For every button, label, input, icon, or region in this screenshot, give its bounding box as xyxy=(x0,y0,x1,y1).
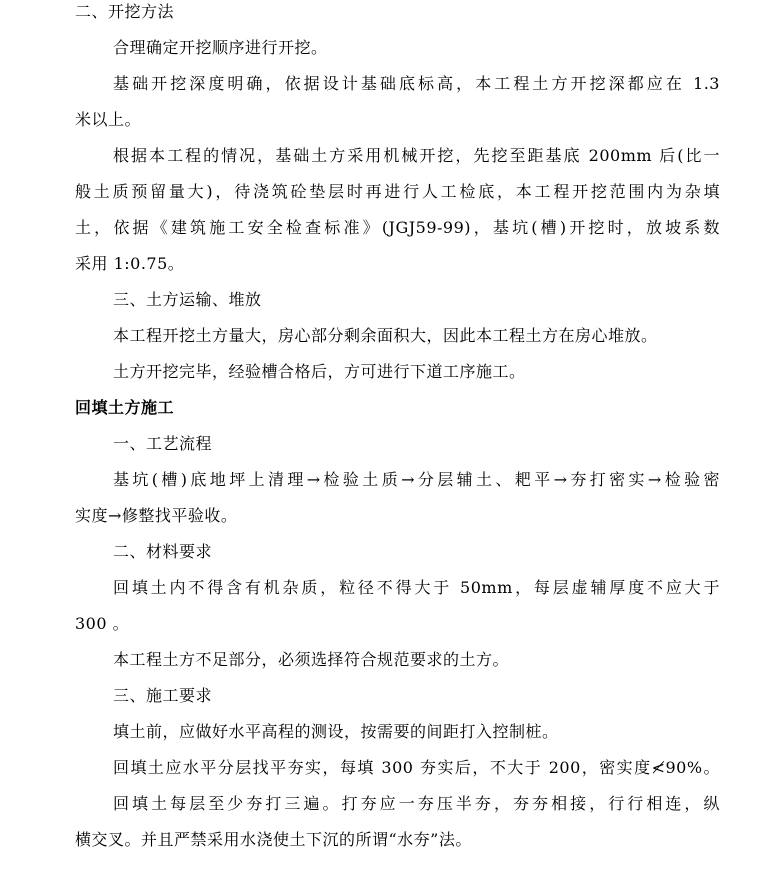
paragraph-line: 300 。 xyxy=(75,614,130,633)
paragraph-line: 回填土内不得含有机杂质，粒径不得大于 50mm，每层虚辅厚度不应大于 xyxy=(113,578,720,597)
paragraph-line: 回填土每层至少夯打三遍。打夯应一夯压半夯，夯夯相接，行行相连，纵 xyxy=(113,794,720,813)
paragraph-line: 基坑(槽)底地坪上清理→检验土质→分层辅土、耙平→夯打密实→检验密 xyxy=(113,470,720,489)
paragraph-line: 根据本工程的情况，基础土方采用机械开挖，先挖至距基底 200mm 后(比一 xyxy=(113,146,720,165)
paragraph-line: 合理确定开挖顺序进行开挖。 xyxy=(113,38,328,57)
paragraph-line: 米以上。 xyxy=(75,110,142,129)
chapter-heading-backfill: 回填土方施工 xyxy=(75,398,175,417)
paragraph-line: 本工程开挖土方量大，房心部分剩余面积大，因此本工程土方在房心堆放。 xyxy=(113,326,658,345)
paragraph-line: 横交叉。并且严禁采用水浇使土下沉的所谓“水夯”法。 xyxy=(75,830,472,849)
section-heading-construction-requirements: 三、施工要求 xyxy=(113,686,213,705)
paragraph-line: 土，依据《建筑施工安全检查标准》(JGJ59-99)，基坑(槽)开挖时，放坡系数 xyxy=(75,218,720,237)
section-heading-excavation-method: 二、开挖方法 xyxy=(75,2,175,21)
paragraph-line: 基础开挖深度明确，依据设计基础底标高，本工程土方开挖深都应在 1.3 xyxy=(113,74,720,93)
paragraph-line: 实度→修整找平验收。 xyxy=(75,506,238,525)
paragraph-line: 土方开挖完毕，经验槽合格后，方可进行下道工序施工。 xyxy=(113,362,526,381)
paragraph-line: 般土质预留量大)，待浇筑砼垫层时再进行人工检底，本工程开挖范围内为杂填 xyxy=(75,182,720,201)
paragraph-line: 填土前，应做好水平高程的测设，按需要的间距打入控制桩。 xyxy=(113,722,559,741)
paragraph-line: 回填土应水平分层找平夯实，每填 300 夯实后，不大于 200，密实度≮90%。 xyxy=(113,758,720,777)
paragraph-line: 采用 1:0.75。 xyxy=(75,254,185,273)
section-heading-process-flow: 一、工艺流程 xyxy=(113,434,213,453)
section-heading-material-requirements: 二、材料要求 xyxy=(113,542,213,561)
section-heading-transport-stockpile: 三、土方运输、堆放 xyxy=(113,290,262,309)
paragraph-line: 本工程土方不足部分，必须选择符合规范要求的土方。 xyxy=(113,650,510,669)
